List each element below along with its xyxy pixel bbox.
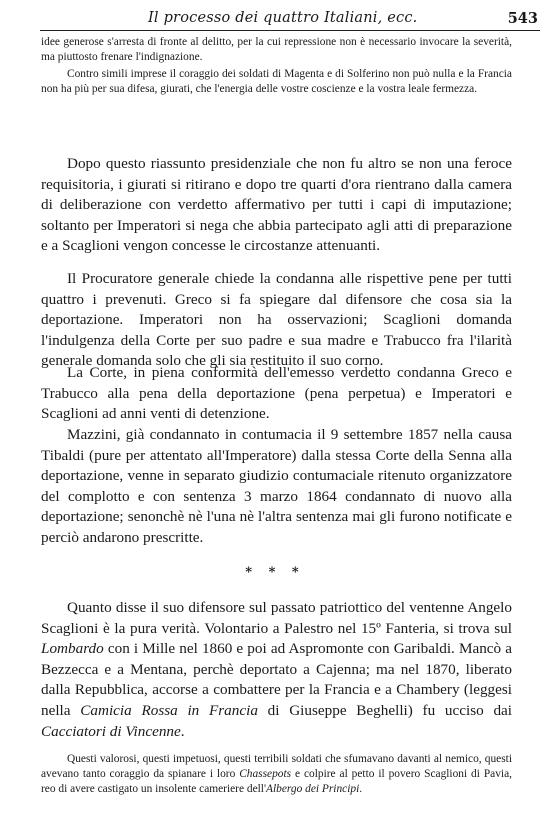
paragraph-verdict: Dopo questo riassunto presidenziale che non fu altro se non una feroce requisitoria, i giurati si ritirano e dopo tre quarti d'ora rientrano dalla camera di deliberazione con verdetto affermativo per tutti i capi di imputazione; soltanto per Imperatori si nega che abbia partecipato agli atti di preparazione e a Scaglioni vengon concesse le circostanze attenuanti.	[41, 155, 512, 255]
rifle-name: Chassepots	[239, 768, 292, 780]
quote-paragraph: Contro simili imprese il coraggio dei soldati di Magenta e di Solferino non può nulla e la Francia non ha più per sua difesa, giurati, che l'energia delle vostre coscienze e la vostra leale fermezza.	[41, 68, 512, 95]
paragraph-scaglioni	[41, 598, 512, 742]
paragraph-prosecutor: Il Procuratore generale chiede la condanna alle rispettive pene per tutti quattro i prevenuti. Greco si fa spiegare dal difensore che cosa sia la deportazione. Imperatori non ha osservazioni; Scaglioni domanda l'indulgenza della Corte per suo padre e sua madre e Trabucco fra l'ilarità generale domanda solo che gli sia restituito il suo corno.	[41, 270, 512, 370]
text-run: .	[359, 783, 363, 795]
page-header	[40, 8, 540, 31]
ship-name: Lombardo	[41, 640, 104, 658]
page-number: 543	[507, 10, 538, 27]
running-title: Il processo dei quattro Italiani, ecc.	[148, 10, 418, 26]
text-run: Questi valorosi, questi impetuosi, questi terribili soldati che sfumavano davanti al nemico, questi avevano tanto coraggio da spianare i loro	[41, 753, 512, 780]
text-run: .	[180, 722, 185, 740]
text-run: Quanto disse il suo difensore sul passato patriottico del ventenne Angelo Scaglioni è la pura verità. Volontario a Palestro nel 15º Fanteria, si trova sul	[41, 599, 512, 637]
book-title: Camicia Rossa in Francia	[80, 701, 258, 719]
text-run: di Giuseppe Beghelli) fu ucciso dai	[257, 701, 513, 719]
text-run: e colpire al petto il povero Scaglioni di Pavia, reo di avere castigato un insolente cameriere dell'	[41, 768, 512, 795]
hotel-name: Albergo dei Principi	[266, 783, 360, 795]
quote-continuation: idee generose s'arresta di fronte al delitto, per la cui repressione non è necessario invocare la severità, ma piuttosto frenare l'indignazione.	[41, 36, 512, 63]
section-separator: * * *	[245, 565, 305, 580]
footnote	[41, 752, 512, 797]
paragraph-mazzini: Mazzini, già condannato in contumacia il 9 settembre 1857 nella causa Tibaldi (pure per attentato all'Imperatore) dalla stessa Corte della Senna alla deportazione, venne in separato giudizio contumaciale ritenuto organizzatore del complotto e con sentenza 3 marzo 1864 condannato di nuovo alla deportazione; senonchè nè l'una nè l'altra sentenza mai gli furono notificate e perciò andarono prescritte.	[41, 426, 512, 546]
paragraph-sentence: La Corte, in piena conformità dell'emesso verdetto condanna Greco e Trabucco alla pena della deportazione (pena perpetua) e Imperatori e Scaglioni ad anni venti di detenzione.	[41, 364, 512, 423]
unit-name: Cacciatori di Vincenne	[41, 722, 181, 740]
text-run: con i Mille nel 1860 e poi ad Aspromonte con Garibaldi. Mancò a Bezzecca e a Mentana, perchè deportato a Cajenna; ma nel 1870, liberato dalla Repubblica, accorse a combattere per la Francia e a Chambery (leggesi nella	[41, 640, 512, 719]
